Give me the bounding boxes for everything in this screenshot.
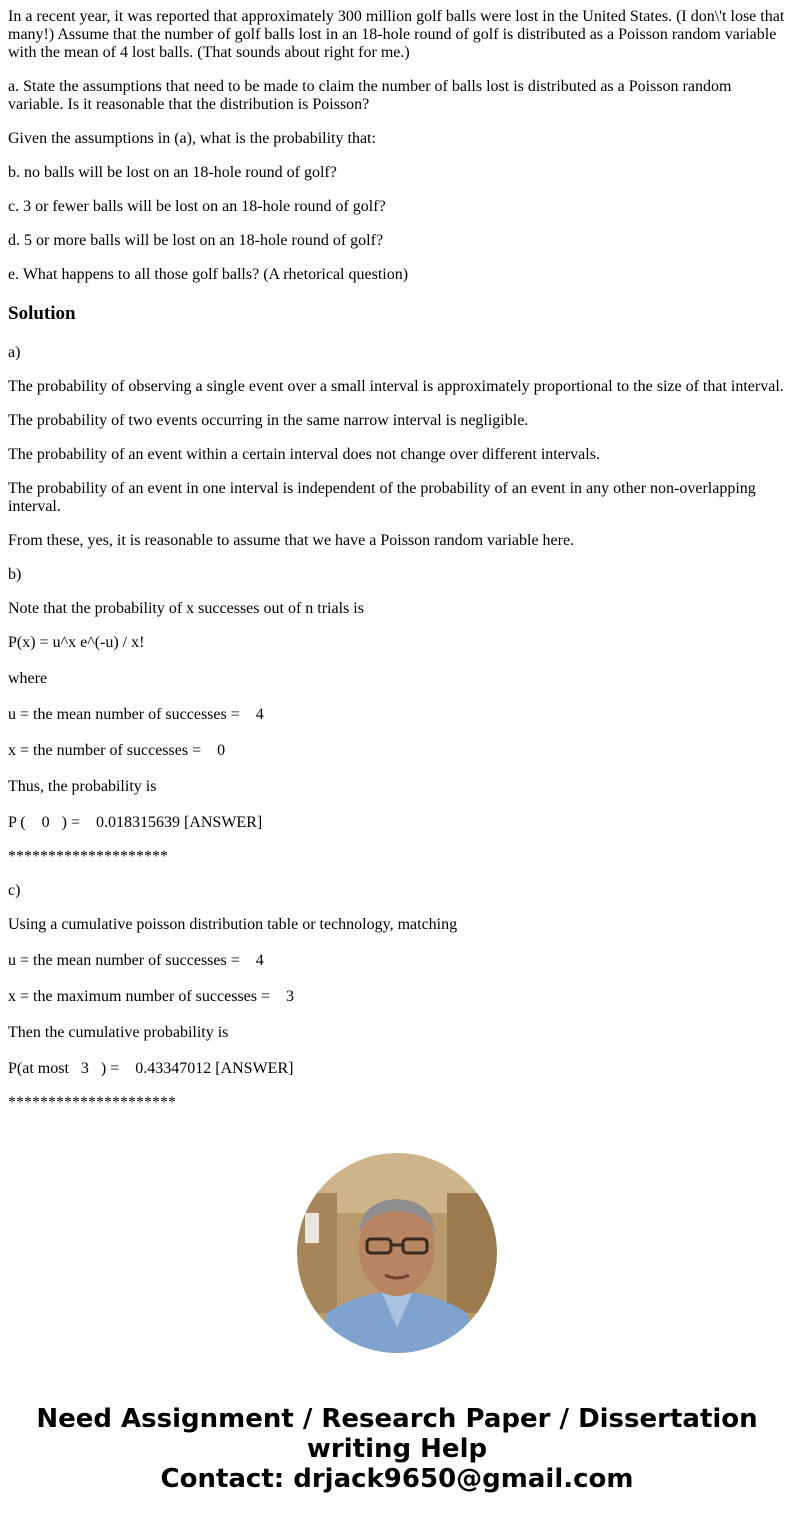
promo-line-2: writing Help (306, 1434, 488, 1464)
solution-b-stars: ******************** (8, 848, 168, 865)
question-intro: In a recent year, it was reported that approximately 300 million golf balls were lost in the United States. (I don\'t lose that many!) Assume that the number of golf balls lost in an 18-hole round of golf is distributed as a Poisson random variable with the mean of 4 lost balls. (That sounds about right for me.) (8, 8, 785, 61)
question-part-e: e. What happens to all those golf balls? (A rhetorical question) (8, 266, 409, 283)
solution-b-answer: P ( 0 ) = 0.018315639 [ANSWER] (8, 814, 263, 831)
tutor-photo (297, 1153, 497, 1353)
assumption-4: The probability of an event in one interval is independent of the probability of an event in any other non-overlapping interval. (8, 480, 756, 515)
assumption-2: The probability of two events occurring in the same narrow interval is negligible. (8, 412, 529, 429)
solution-a-label: a) (8, 344, 21, 361)
solution-c-using: Using a cumulative poisson distribution table or technology, matching (8, 916, 458, 933)
solution-c-answer: P(at most 3 ) = 0.43347012 [ANSWER] (8, 1060, 294, 1077)
question-part-d: d. 5 or more balls will be lost on an 18-hole round of golf? (8, 232, 384, 249)
solution-a-conclusion: From these, yes, it is reasonable to assume that we have a Poisson random variable here. (8, 532, 575, 549)
solution-c-then: Then the cumulative probability is (8, 1024, 229, 1041)
promo-line-1: Need Assignment / Research Paper / Dissertation (36, 1404, 758, 1434)
solution-b-where: where (8, 670, 48, 687)
solution-b-mean: u = the mean number of successes = 4 (8, 706, 264, 723)
solution-c-label: c) (8, 882, 21, 899)
solution-c-x: x = the maximum number of successes = 3 (8, 988, 294, 1005)
solution-b-thus: Thus, the probability is (8, 778, 157, 795)
solution-b-x: x = the number of successes = 0 (8, 742, 226, 759)
solution-b-formula: P(x) = u^x e^(-u) / x! (8, 634, 145, 651)
assumption-1: The probability of observing a single event over a small interval is approximately proportional to the size of that interval. (8, 378, 784, 395)
question-part-b: b. no balls will be lost on an 18-hole round of golf? (8, 164, 337, 181)
solution-b-note: Note that the probability of x successes out of n trials is (8, 600, 364, 617)
question-part-c: c. 3 or fewer balls will be lost on an 18-hole round of golf? (8, 198, 386, 215)
question-part-a: a. State the assumptions that need to be made to claim the number of balls lost is distributed as a Poisson random variable. Is it reasonable that the distribution is Poisson? (8, 78, 732, 113)
tutor-portrait-image (297, 1153, 497, 1353)
solution-c-mean: u = the mean number of successes = 4 (8, 952, 264, 969)
question-given: Given the assumptions in (a), what is the probability that: (8, 130, 376, 147)
solution-heading: Solution (8, 303, 76, 324)
solution-b-label: b) (8, 566, 22, 583)
promo-banner (0, 1404, 794, 1494)
promo-contact: Contact: drjack9650@gmail.com (160, 1464, 634, 1494)
assumption-3: The probability of an event within a certain interval does not change over different intervals. (8, 446, 600, 463)
solution-c-stars: ********************* (8, 1094, 176, 1111)
